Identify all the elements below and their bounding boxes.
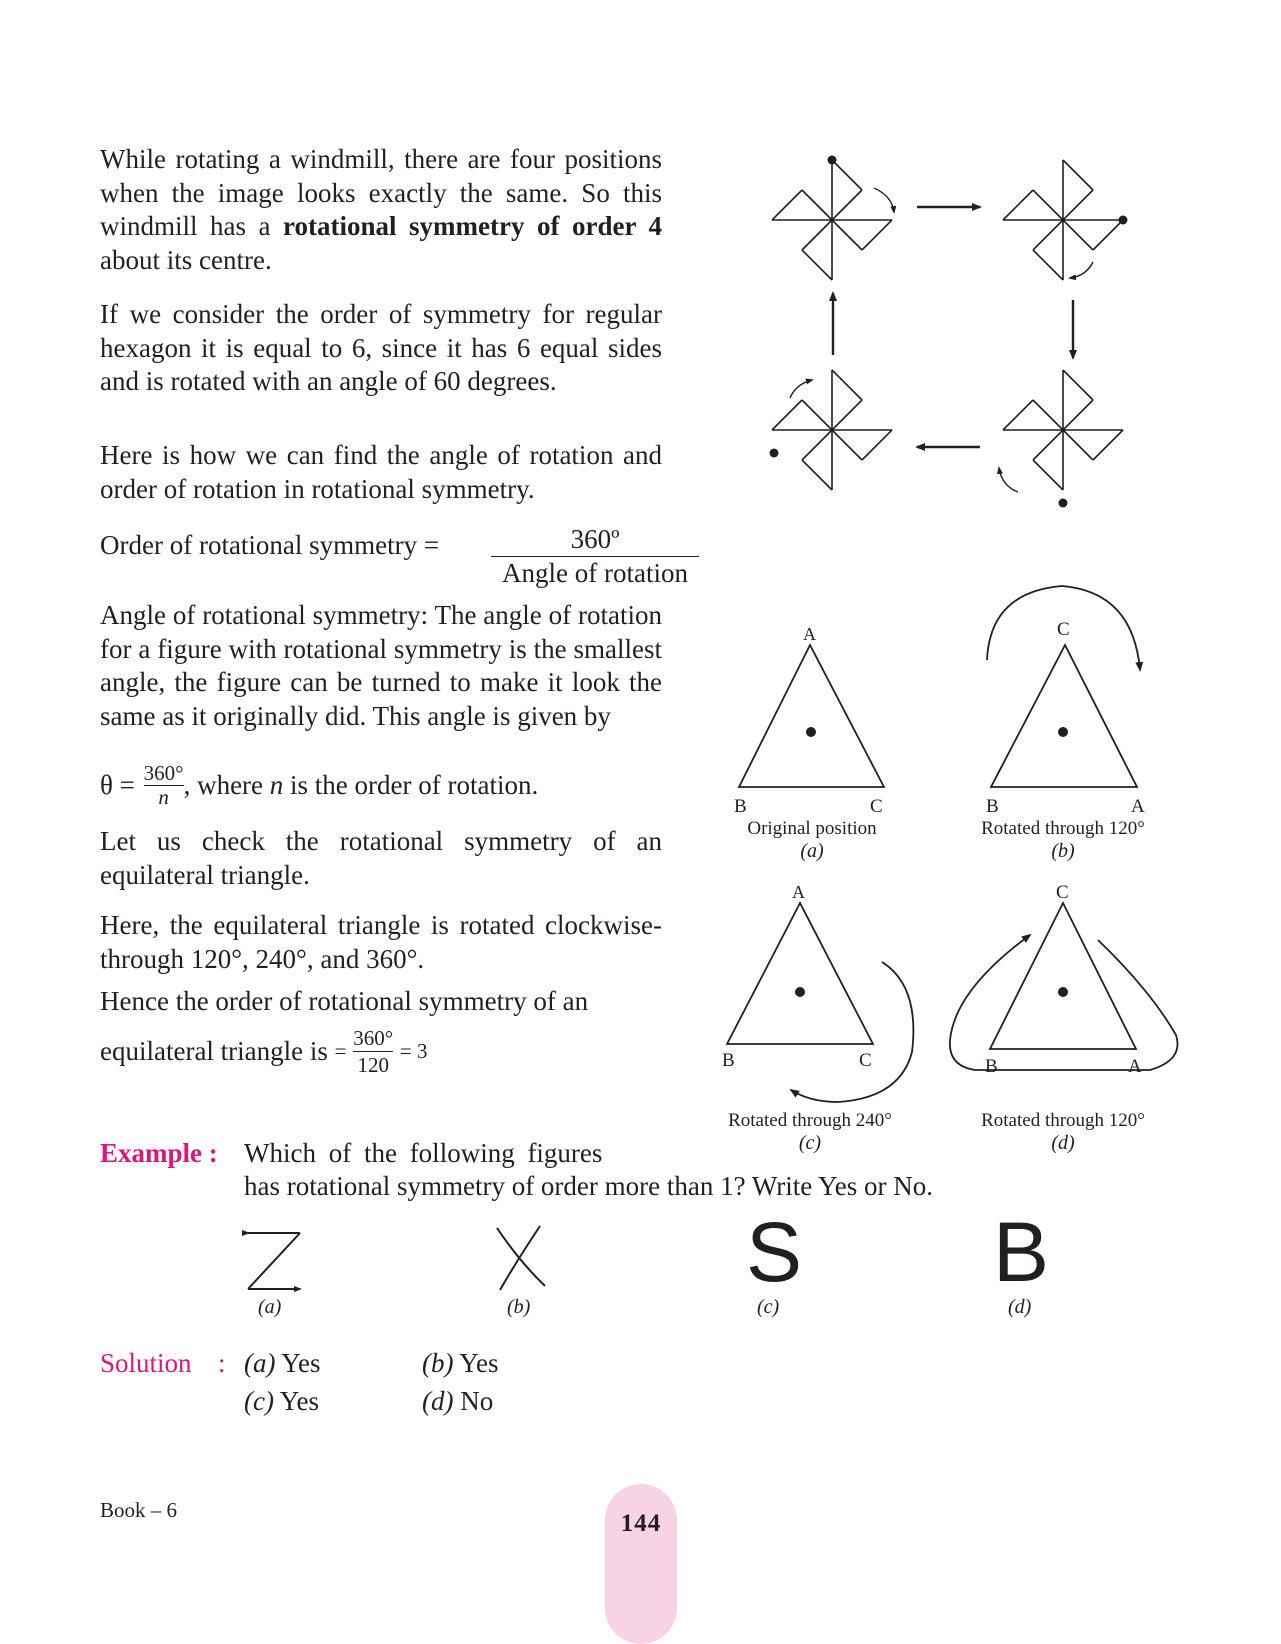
triangle-a-caption: Original position (a) (747, 818, 877, 862)
example-label: Example : (100, 1138, 218, 1168)
example-figure-c-label: (c) (757, 1296, 780, 1318)
triangle-a-right-label: C (870, 796, 883, 817)
triangle-d-caption: Rotated through 120° (d) (981, 1110, 1145, 1154)
triangle-b-caption: Rotated through 120° (b) (981, 818, 1145, 862)
example-figure-d-label: (d) (1008, 1296, 1032, 1318)
triangle-b (987, 586, 1140, 787)
windmill-figure-4 (770, 370, 893, 490)
paragraph-how-to-find: Here is how we can find the angle of rotation and order of rotation in rotational symmetry. (100, 440, 662, 504)
triangle-d (950, 903, 1178, 1070)
bold-term: rotational symmetry of order 4 (283, 211, 663, 241)
solution-answer-d: (d) No (422, 1386, 494, 1416)
example-figure-b-label: (b) (507, 1296, 531, 1318)
triangle-b-top-label: C (1057, 619, 1070, 640)
triangle-c-right-label: C (859, 1050, 872, 1071)
formula-order: Order of rotational symmetry = (100, 530, 440, 560)
solution-answer-c: (c) Yes (244, 1386, 320, 1416)
triangle-d-left-label: B (985, 1056, 998, 1077)
triangle-a-top-label: A (803, 624, 816, 644)
triangle-d-right-label: A (1128, 1056, 1142, 1077)
triangle-fraction: $\frac{360^\circ}{120}$ (353, 1026, 394, 1077)
triangle-c-left-label: B (722, 1050, 735, 1071)
page-number-pill (605, 1484, 677, 1644)
example-figure-x (497, 1226, 545, 1290)
windmill-figure-2 (1003, 160, 1128, 280)
theta-fraction: $\frac{360^\circ}{n}$ (143, 761, 184, 809)
example-figure-z (248, 1233, 300, 1289)
triangle-b-left-label: B (986, 796, 999, 817)
paragraph-check-triangle: Let us check the rotational symmetry of an equilateral triangle. (100, 826, 662, 890)
footer-book: Book – 6 (100, 1498, 178, 1522)
triangle-a (739, 645, 884, 787)
example-figure-a-label: (a) (258, 1296, 282, 1318)
page-number: 144 (620, 1510, 662, 1537)
paragraph-angle-definition: Angle of rotational symmetry: The angle of rotation for a figure with rotational symmetry is the smallest angle, the figure can be turned to make it look the same as it originally did. This angle is given by (100, 600, 662, 731)
example-line-2: has rotational symmetry of order more than 1? Write Yes or No. (244, 1171, 934, 1201)
example-figure-s: S (746, 1205, 803, 1299)
fraction-numerator: 360º (491, 524, 699, 557)
windmill-figure-3 (999, 370, 1123, 508)
solution-label: Solution (100, 1348, 192, 1378)
paragraph-hence: Hence the order of rotational symmetry of an (100, 986, 589, 1016)
paragraph-windmill: While rotating a windmill, there are four positions when the image looks exactly the same. So this windmill has a rotational symmetry of order 4 about its centre. (100, 144, 663, 275)
fraction-denominator: Angle of rotation (502, 558, 688, 588)
solution-answer-b: (b) Yes (422, 1348, 499, 1378)
formula-triangle: equilateral triangle is = $\frac{360^\circ}{120}$ = 3 (100, 1026, 428, 1077)
triangle-c-caption: Rotated through 240° (c) (728, 1110, 892, 1154)
triangle-b-right-label: A (1131, 796, 1145, 817)
example-figure-b: B (993, 1205, 1050, 1299)
solution-colon: : (218, 1348, 226, 1378)
triangle-a-left-label: B (734, 796, 747, 817)
triangle-c (727, 903, 913, 1102)
paragraph-rotated: Here, the equilateral triangle is rotated clockwise-through 120°, 240°, and 360°. (100, 910, 662, 974)
paragraph-hexagon: If we consider the order of symmetry for regular hexagon it is equal to 6, since it has 6 equal sides and is rotated with an angle of 60 degrees. (100, 299, 662, 396)
triangle-c-top-label: A (792, 882, 805, 902)
solution-answer-a: (a) Yes (244, 1348, 321, 1378)
windmill-figure-1 (772, 156, 894, 281)
example-line-1: Which of the following figures (244, 1138, 603, 1168)
triangle-d-top-label: C (1056, 882, 1069, 903)
formula-theta: θ = $\frac{360^\circ}{n}$ , where n is the order of rotation. (100, 761, 539, 809)
